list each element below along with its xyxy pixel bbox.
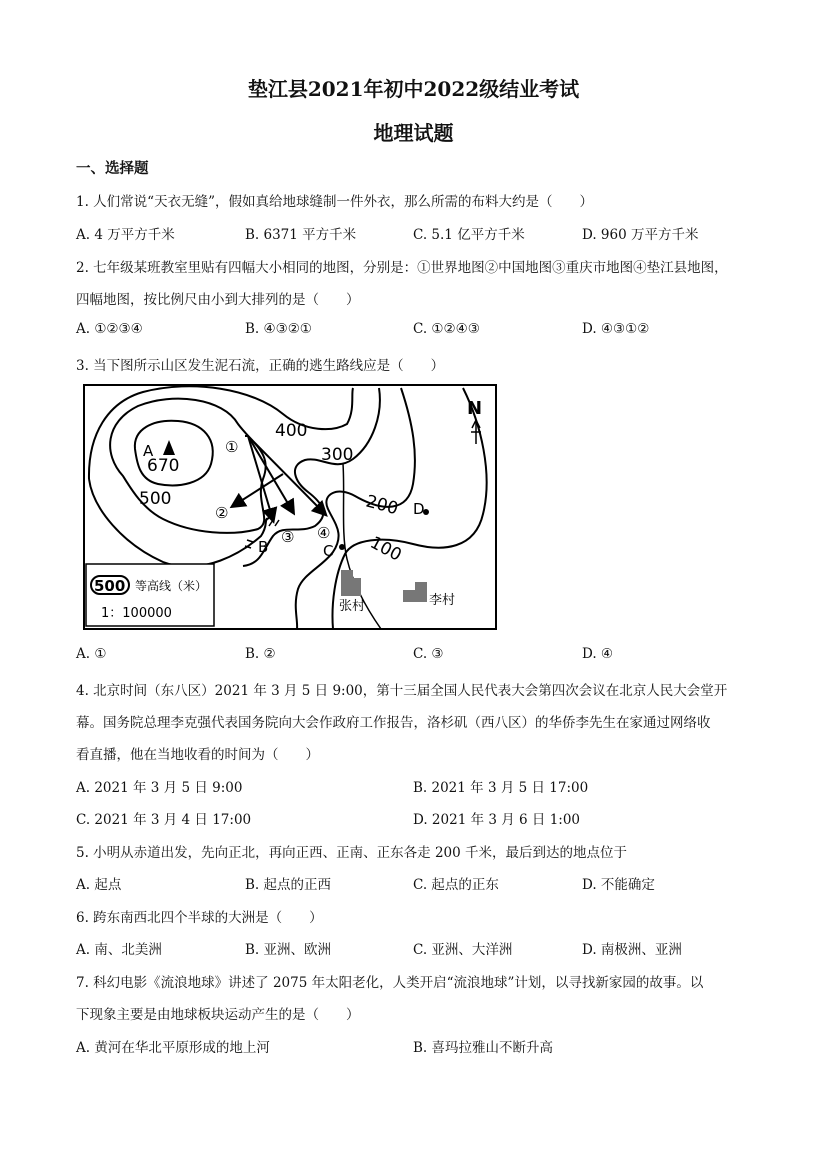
question-4-stem-line1: 4. 北京时间（东八区）2021 年 3 月 5 日 9:00，第十三届全国人民代表大会第四次会议在北京人民大会堂开 bbox=[76, 683, 728, 699]
contour-label-400: 400 bbox=[275, 421, 308, 441]
q4-option-d[interactable]: D. 2021 年 3 月 6 日 1:00 bbox=[413, 812, 581, 828]
point-c-label: C bbox=[323, 542, 334, 560]
q5-option-c[interactable]: C. 起点的正东 bbox=[413, 877, 499, 893]
q4-option-a[interactable]: A. 2021 年 3 月 5 日 9:00 bbox=[76, 780, 243, 796]
point-b-label: B bbox=[258, 538, 269, 556]
legend-scale: 1：100000 bbox=[101, 606, 172, 621]
point-d-label: D bbox=[413, 500, 425, 518]
q2-option-d[interactable]: D. ④③①② bbox=[582, 321, 650, 337]
exam-title: 垫江县2021年初中2022级结业考试 bbox=[247, 77, 580, 101]
q4-option-b[interactable]: B. 2021 年 3 月 5 日 17:00 bbox=[413, 780, 589, 796]
question-4-stem-line2: 幕。国务院总理李克强代表国务院向大会作政府工作报告，洛杉矶（西八区）的华侨李先生在家通过网络收 bbox=[76, 715, 711, 731]
q5-option-b[interactable]: B. 起点的正西 bbox=[245, 877, 332, 893]
q6-option-a[interactable]: A. 南、北美洲 bbox=[76, 942, 162, 958]
contour-label-300: 300 bbox=[321, 445, 354, 465]
q6-option-b[interactable]: B. 亚洲、欧洲 bbox=[245, 942, 332, 958]
contour-map bbox=[83, 384, 497, 630]
q2-option-b[interactable]: B. ④③②① bbox=[245, 321, 312, 337]
question-7-stem-line1: 7. 科幻电影《流浪地球》讲述了 2075 年太阳老化，人类开启“流浪地球”计划，以寻找新家园的故事。以 bbox=[76, 975, 704, 991]
village-zhang-label: 张村 bbox=[339, 599, 366, 614]
contour-label-200: 200 bbox=[363, 491, 401, 520]
village-li-label: 李村 bbox=[429, 593, 456, 608]
q1-option-a[interactable]: A. 4 万平方千米 bbox=[76, 227, 175, 243]
exam-subtitle: 地理试题 bbox=[373, 121, 454, 145]
question-2-stem-line2: 四幅地图，按比例尺由小到大排列的是（ ） bbox=[76, 292, 360, 308]
point-a-label: A bbox=[143, 442, 154, 460]
q1-option-d[interactable]: D. 960 万平方千米 bbox=[582, 227, 699, 243]
contour-label-500: 500 bbox=[139, 489, 172, 509]
route-1-label: ① bbox=[225, 438, 239, 456]
question-5-stem: 5. 小明从赤道出发，先向正北，再向正西、正南、正东各走 200 千米，最后到达的地点位于 bbox=[76, 845, 628, 861]
q5-option-d[interactable]: D. 不能确定 bbox=[582, 877, 655, 893]
q6-option-d[interactable]: D. 南极洲、亚洲 bbox=[582, 942, 682, 958]
q6-option-c[interactable]: C. 亚洲、大洋洲 bbox=[413, 942, 513, 958]
q2-option-a[interactable]: A. ①②③④ bbox=[76, 321, 143, 337]
q7-option-a[interactable]: A. 黄河在华北平原形成的地上河 bbox=[76, 1040, 270, 1056]
question-3-stem: 3. 当下图所示山区发生泥石流，正确的逃生路线应是（ ） bbox=[76, 358, 445, 374]
question-2-stem-line1: 2. 七年级某班教室里贴有四幅大小相同的地图，分别是：①世界地图②中国地图③重庆市地图④垫江县地图， bbox=[76, 260, 728, 276]
q2-option-c[interactable]: C. ①②④③ bbox=[413, 321, 480, 337]
question-6-stem: 6. 跨东南西北四个半球的大洲是（ ） bbox=[76, 910, 323, 926]
route-4-label: ④ bbox=[317, 524, 331, 542]
question-1-stem: 1. 人们常说“天衣无缝”，假如真给地球缝制一件外衣，那么所需的布料大约是（ ） bbox=[76, 194, 593, 210]
q3-option-b[interactable]: B. ② bbox=[245, 646, 276, 662]
route-2-label: ② bbox=[215, 504, 229, 522]
legend-contour-value: 500 bbox=[94, 577, 126, 595]
contour-label-100: 100 bbox=[366, 532, 405, 566]
section-heading: 一、选择题 bbox=[76, 160, 149, 177]
q3-option-d[interactable]: D. ④ bbox=[582, 646, 614, 662]
question-4-stem-line3: 看直播，他在当地收看的时间为（ ） bbox=[76, 747, 319, 763]
q5-option-a[interactable]: A. 起点 bbox=[76, 877, 122, 893]
q3-option-a[interactable]: A. ① bbox=[76, 646, 107, 662]
route-3-label: ③ bbox=[281, 528, 295, 546]
contour-label-670: 670 bbox=[147, 456, 180, 476]
question-7-stem-line2: 下现象主要是由地球板块运动产生的是（ ） bbox=[76, 1007, 360, 1023]
q7-option-b[interactable]: B. 喜玛拉雅山不断升高 bbox=[413, 1040, 554, 1056]
q1-option-c[interactable]: C. 5.1 亿平方千米 bbox=[413, 227, 525, 243]
q1-option-b[interactable]: B. 6371 平方千米 bbox=[245, 227, 357, 243]
legend-contour-label: 等高线（米） bbox=[135, 579, 208, 593]
north-label: N bbox=[467, 398, 483, 419]
q4-option-c[interactable]: C. 2021 年 3 月 4 日 17:00 bbox=[76, 812, 252, 828]
q3-option-c[interactable]: C. ③ bbox=[413, 646, 444, 662]
